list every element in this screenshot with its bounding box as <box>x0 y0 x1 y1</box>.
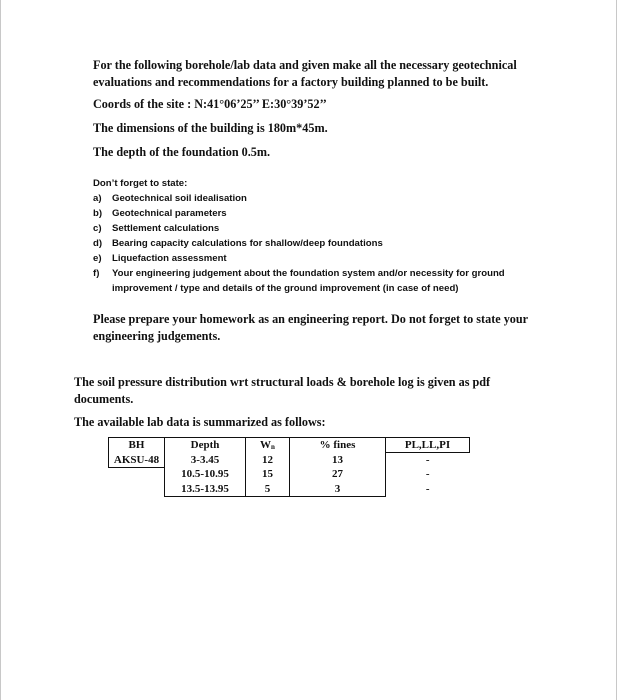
checklist-heading: Don’t forget to state: <box>93 178 188 189</box>
foundation-depth: The depth of the foundation 0.5m. <box>93 145 271 159</box>
cell-fines: 13 <box>290 453 386 468</box>
header-wn-subscript: n <box>271 443 275 452</box>
item-text: Liquefaction assessment <box>112 253 227 264</box>
cell-depth: 10.5-10.95 <box>165 467 246 482</box>
checklist-item <box>93 236 543 251</box>
cell-bh-id: AKSU-48 <box>109 453 165 468</box>
table-row <box>109 453 470 468</box>
item-letter: c) <box>93 223 102 234</box>
table-row <box>109 482 470 497</box>
checklist-item <box>93 251 543 266</box>
cell-wn: 5 <box>246 482 290 497</box>
item-letter: d) <box>93 238 103 249</box>
cell-wn: 12 <box>246 453 290 468</box>
header-wn-base: W <box>260 439 272 452</box>
item-text: Bearing capacity calculations for shallow/deep foundations <box>112 238 383 249</box>
page-edge-right <box>616 0 617 700</box>
checklist-item <box>93 221 543 236</box>
cell-fines: 3 <box>290 482 386 497</box>
item-text: Geotechnical parameters <box>112 208 227 219</box>
table-header-row <box>109 438 470 453</box>
item-letter: b) <box>93 208 103 219</box>
item-letter: e) <box>93 253 102 264</box>
checklist-item <box>93 266 543 296</box>
report-note: Please prepare your homework as an engineering report. Do not forget to state your engineering judgements. <box>93 312 528 343</box>
lab-intro: The available lab data is summarized as follows: <box>74 415 326 429</box>
header-plasticity: PL,LL,PI <box>386 438 470 453</box>
site-coordinates: Coords of the site : N:41°06’25’’ E:30°39’52’’ <box>93 97 327 111</box>
cell-bh-empty <box>109 482 165 497</box>
cell-plasticity: - <box>425 482 430 495</box>
cell-bh-empty <box>109 467 165 482</box>
page-edge-left <box>0 0 1 700</box>
item-text: Your engineering judgement about the foundation system and/or necessity for ground improvement / type and details of the ground improvement (in case of need) <box>112 268 505 294</box>
building-dimensions: The dimensions of the building is 180m*45m. <box>93 121 328 135</box>
header-wn <box>246 438 290 453</box>
table-row <box>109 467 470 482</box>
cell-plasticity: - <box>425 468 430 481</box>
cell-depth: 13.5-13.95 <box>165 482 246 497</box>
item-text: Geotechnical soil idealisation <box>112 193 247 204</box>
checklist-list <box>93 191 543 296</box>
checklist-item <box>93 191 543 206</box>
header-fines: % fines <box>290 438 386 453</box>
lab-data-table <box>108 437 470 497</box>
header-bh: BH <box>109 438 165 453</box>
header-depth: Depth <box>165 438 246 453</box>
pdf-note: The soil pressure distribution wrt structural loads & borehole log is given as pdf documents. <box>74 375 491 406</box>
cell-plasticity: - <box>425 454 430 466</box>
checklist <box>93 176 543 296</box>
item-letter: f) <box>93 268 100 279</box>
cell-wn: 15 <box>246 467 290 482</box>
intro-paragraph: For the following borehole/lab data and given make all the necessary geotechnical evaluations and recommendations for a factory building planned to be built. <box>93 58 517 89</box>
checklist-item <box>93 206 543 221</box>
cell-depth: 3-3.45 <box>165 453 246 468</box>
item-letter: a) <box>93 193 102 204</box>
cell-fines: 27 <box>290 467 386 482</box>
item-text: Settlement calculations <box>112 223 220 234</box>
